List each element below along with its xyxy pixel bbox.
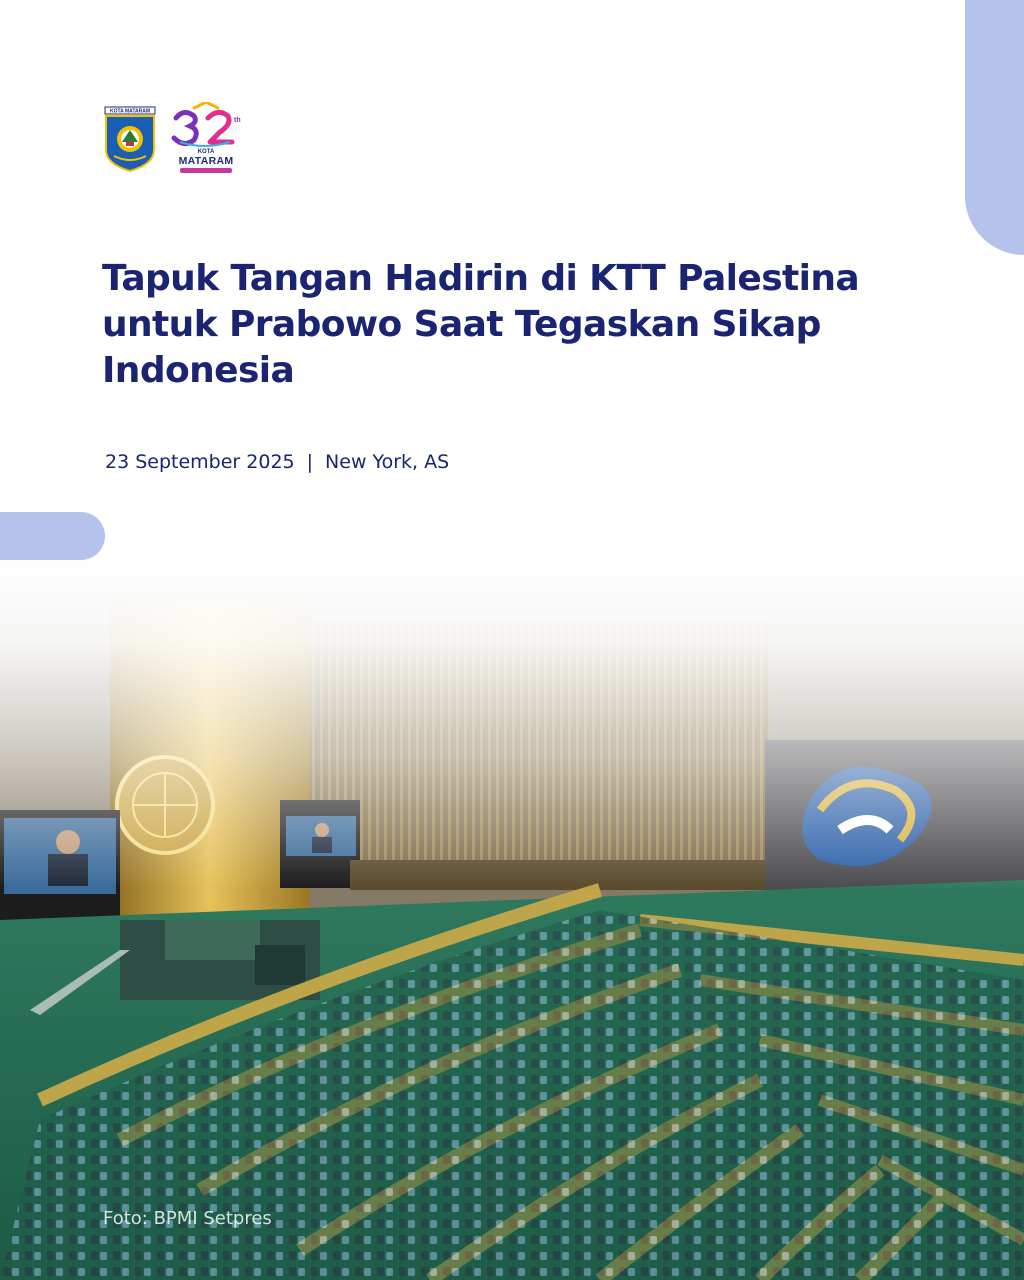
- meta-separator: |: [306, 451, 314, 473]
- accent-shape-left: [0, 512, 105, 560]
- crest-caption: KOTA MATARAM: [109, 108, 151, 115]
- general-assembly-photo: [0, 560, 1024, 1280]
- anniversary-logo: [168, 102, 244, 174]
- anniversary-number-graphic: [168, 102, 244, 150]
- logo-group: [104, 102, 244, 174]
- article-date: 23 September 2025: [105, 451, 295, 473]
- accent-shape-top-right: [965, 0, 1024, 255]
- mataram-crest-logo: [104, 106, 156, 172]
- headline: Tapuk Tangan Hadirin di KTT Palestina untuk Prabowo Saat Tegaskan Sikap Indonesia: [102, 258, 860, 391]
- anniversary-suffix: th: [234, 117, 241, 124]
- anniversary-city-label: MATARAM: [178, 155, 234, 167]
- photo-top-fade: [0, 560, 1024, 890]
- article-location: New York, AS: [325, 451, 450, 473]
- article-meta: [105, 449, 449, 475]
- anniversary-kota-label: KOTA: [197, 149, 215, 155]
- photo-credit: Foto: BPMI Setpres: [103, 1208, 272, 1229]
- anniversary-tagline-bar: [180, 168, 232, 173]
